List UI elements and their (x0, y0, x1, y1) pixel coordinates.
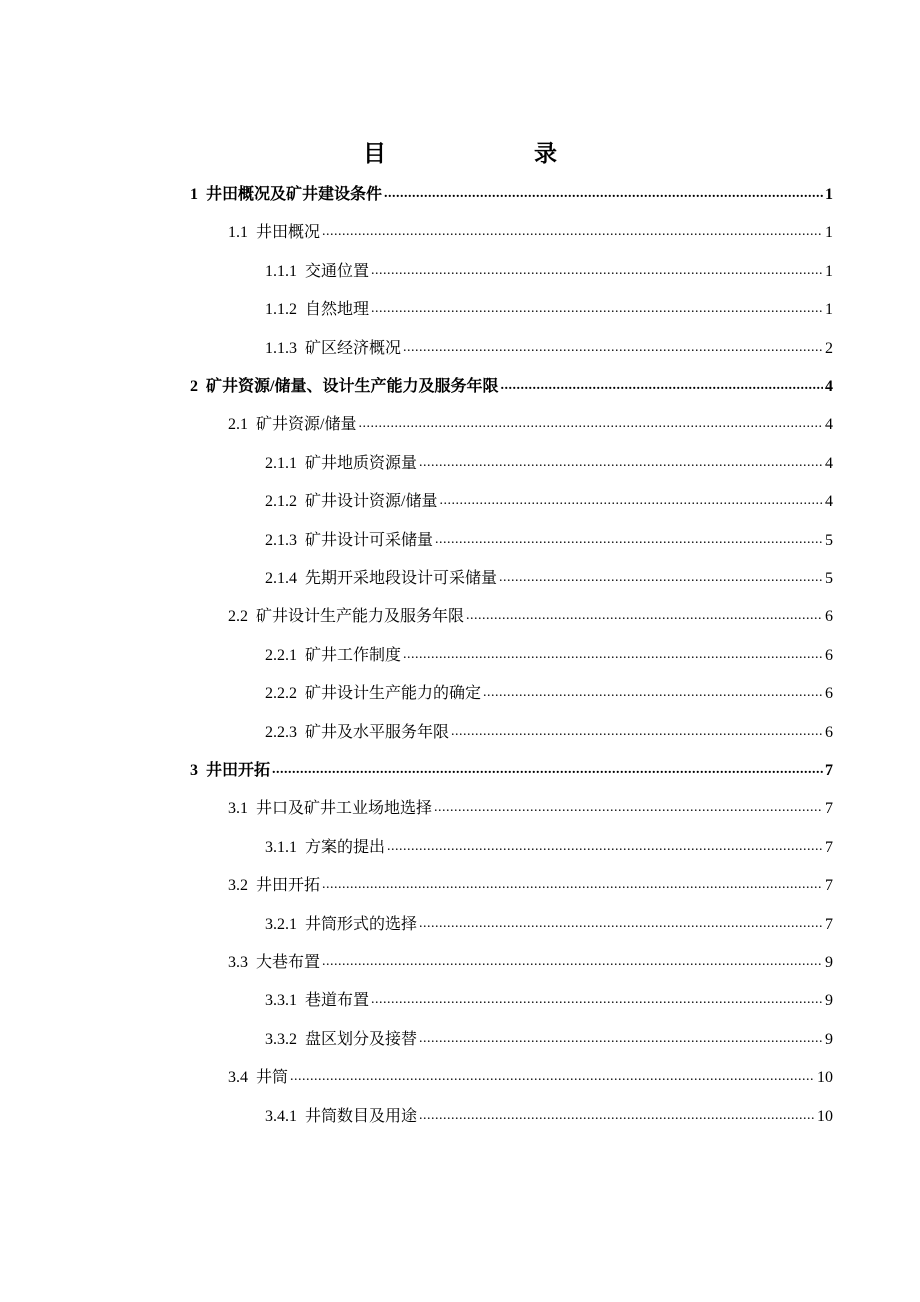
toc-entry[interactable] (265, 1021, 833, 1059)
toc-entry-number: 2.2.1 (265, 646, 297, 664)
toc-entry[interactable] (228, 1059, 833, 1097)
toc-entry[interactable] (228, 598, 833, 636)
toc-entry-number: 1.1 (228, 224, 248, 242)
toc-entry[interactable] (265, 291, 833, 329)
toc-entry-number: 2.1.2 (265, 493, 297, 511)
toc-entry[interactable] (265, 906, 833, 944)
dot-leader (403, 650, 823, 664)
toc-entry-page-number: 4 (825, 454, 833, 472)
toc-entry-number: 2.1.1 (265, 454, 297, 472)
toc-entry-label: 矿井资源/储量、设计生产能力及服务年限 (206, 378, 499, 395)
toc-entry-page-number: 1 (825, 262, 833, 280)
toc-entry-number: 1.1.1 (265, 262, 297, 280)
dot-leader (419, 1111, 815, 1125)
toc-entry-label: 自然地理 (305, 301, 370, 319)
toc-entry-label: 井田开拓 (256, 877, 321, 895)
toc-entry-number: 1.1.3 (265, 339, 297, 357)
toc-entry-page-number: 9 (825, 954, 833, 971)
toc-entry-label: 矿井设计生产能力及服务年限 (256, 608, 465, 626)
toc-entry-page-number: 7 (825, 915, 833, 933)
toc-entry-label: 井田概况及矿井建设条件 (206, 186, 383, 203)
toc-entry-label: 矿井工作制度 (305, 646, 402, 664)
dot-leader (483, 688, 823, 702)
toc-entry-label: 矿井及水平服务年限 (305, 723, 450, 741)
toc-entry-number: 2.2.3 (265, 723, 297, 741)
dot-leader (435, 535, 823, 549)
toc-entry-page-number: 5 (825, 570, 833, 587)
toc-entry[interactable] (265, 637, 833, 675)
toc-entry[interactable] (265, 445, 833, 483)
toc-entry-label: 矿井资源/储量 (256, 416, 357, 434)
toc-entry-label: 先期开采地段设计可采储量 (305, 570, 498, 587)
toc-entry-number: 2.1.3 (265, 531, 297, 549)
toc-entry-page-number: 9 (825, 1030, 833, 1048)
dot-leader (384, 189, 823, 203)
toc-entry-number: 3.1 (228, 800, 248, 818)
toc-entry-number: 2.2.2 (265, 685, 297, 703)
dot-leader (499, 573, 823, 587)
dot-leader (419, 919, 823, 933)
toc-entry[interactable] (228, 867, 833, 905)
dot-leader (419, 1034, 823, 1048)
toc-entry[interactable] (228, 214, 833, 252)
toc-entry-number: 3 (190, 762, 198, 779)
toc-entry-number: 3.3 (228, 954, 248, 971)
dot-leader (451, 727, 823, 741)
dot-leader (322, 880, 823, 894)
toc-entry-number: 3.2 (228, 877, 248, 895)
toc-entry-label: 方案的提出 (305, 838, 386, 856)
toc-entry[interactable] (265, 483, 833, 521)
toc-entry-number: 3.1.1 (265, 838, 297, 856)
toc-entry-number: 1 (190, 186, 198, 203)
dot-leader (371, 995, 823, 1009)
toc-entry-label: 井筒数目及用途 (305, 1107, 418, 1125)
toc-entry-label: 矿井设计资源/储量 (305, 493, 438, 511)
toc-entry-number: 3.2.1 (265, 915, 297, 933)
dot-leader (322, 227, 823, 241)
toc-entry-label: 井口及矿井工业场地选择 (256, 800, 433, 818)
dot-leader (419, 458, 823, 472)
toc-entry-page-number: 1 (825, 224, 833, 242)
dot-leader (358, 419, 823, 433)
toc-entry[interactable] (228, 406, 833, 444)
toc-entry-number: 2.2 (228, 608, 248, 626)
toc-entry-page-number: 4 (825, 416, 833, 434)
toc-entry-page-number: 7 (825, 762, 833, 779)
toc-entry-page-number: 5 (825, 531, 833, 549)
dot-leader (439, 496, 823, 510)
toc-entry[interactable] (265, 522, 833, 560)
toc-entry-page-number: 9 (825, 992, 833, 1010)
toc-entry-number: 3.3.1 (265, 992, 297, 1010)
toc-entry-page-number: 1 (825, 301, 833, 319)
toc-entry-page-number: 6 (825, 723, 833, 741)
toc-entry[interactable] (265, 675, 833, 713)
toc-entry-page-number: 7 (825, 838, 833, 856)
dot-leader (290, 1072, 815, 1086)
toc-entry-label: 井筒形式的选择 (305, 915, 418, 933)
toc-entry[interactable] (265, 1098, 833, 1136)
dot-leader (371, 266, 823, 280)
toc-entry[interactable] (265, 330, 833, 368)
toc-entry-label: 矿井地质资源量 (305, 454, 418, 472)
toc-entry-page-number: 6 (825, 608, 833, 626)
dot-leader (272, 765, 823, 779)
toc-entry-page-number: 10 (817, 1069, 833, 1087)
toc-entry-label: 盘区划分及接替 (305, 1030, 418, 1048)
toc-entry[interactable] (190, 752, 833, 790)
toc-entry[interactable] (190, 368, 833, 406)
toc-entry-page-number: 6 (825, 646, 833, 664)
dot-leader (387, 842, 823, 856)
dot-leader (434, 803, 823, 817)
dot-leader (371, 304, 823, 318)
toc-entry-label: 交通位置 (305, 262, 370, 280)
toc-entry-page-number: 2 (825, 339, 833, 357)
toc-entry-label: 矿区经济概况 (305, 339, 402, 357)
toc-entry-number: 2 (190, 378, 198, 395)
dot-leader (403, 343, 823, 357)
page-title: 目 录 (363, 141, 591, 166)
toc-entry-label: 矿井设计可采储量 (305, 531, 434, 549)
toc-entry[interactable] (265, 714, 833, 752)
toc-entry-page-number: 6 (825, 685, 833, 703)
toc-entry-label: 大巷布置 (256, 954, 321, 971)
toc-entry[interactable] (228, 944, 833, 982)
toc-entry[interactable] (265, 253, 833, 291)
toc-entry-number: 2.1.4 (265, 570, 297, 587)
toc-entry-label: 井田开拓 (206, 762, 271, 779)
toc-entry[interactable] (190, 176, 833, 214)
toc-entry-page-number: 1 (825, 186, 833, 203)
dot-leader (466, 611, 823, 625)
toc-entry-page-number: 4 (825, 378, 833, 395)
toc-entry-page-number: 4 (825, 493, 833, 511)
toc-entry-number: 1.1.2 (265, 301, 297, 319)
toc-entry[interactable] (228, 790, 833, 828)
toc-entry-label: 矿井设计生产能力的确定 (305, 685, 482, 703)
toc-entry-page-number: 7 (825, 800, 833, 818)
toc-entry[interactable] (265, 560, 833, 598)
toc-entry-label: 井田概况 (256, 224, 321, 242)
toc-entry-label: 井筒 (256, 1069, 289, 1087)
toc-entry[interactable] (265, 982, 833, 1020)
toc-entry-number: 3.4 (228, 1069, 248, 1087)
dot-leader (322, 957, 823, 971)
toc-entry-page-number: 10 (817, 1107, 833, 1125)
toc-entry[interactable] (265, 829, 833, 867)
toc-entry-number: 2.1 (228, 416, 248, 434)
dot-leader (500, 381, 823, 395)
toc-entry-page-number: 7 (825, 877, 833, 895)
toc-entry-label: 巷道布置 (305, 992, 370, 1010)
toc-entry-number: 3.3.2 (265, 1030, 297, 1048)
toc-entry-number: 3.4.1 (265, 1107, 297, 1125)
